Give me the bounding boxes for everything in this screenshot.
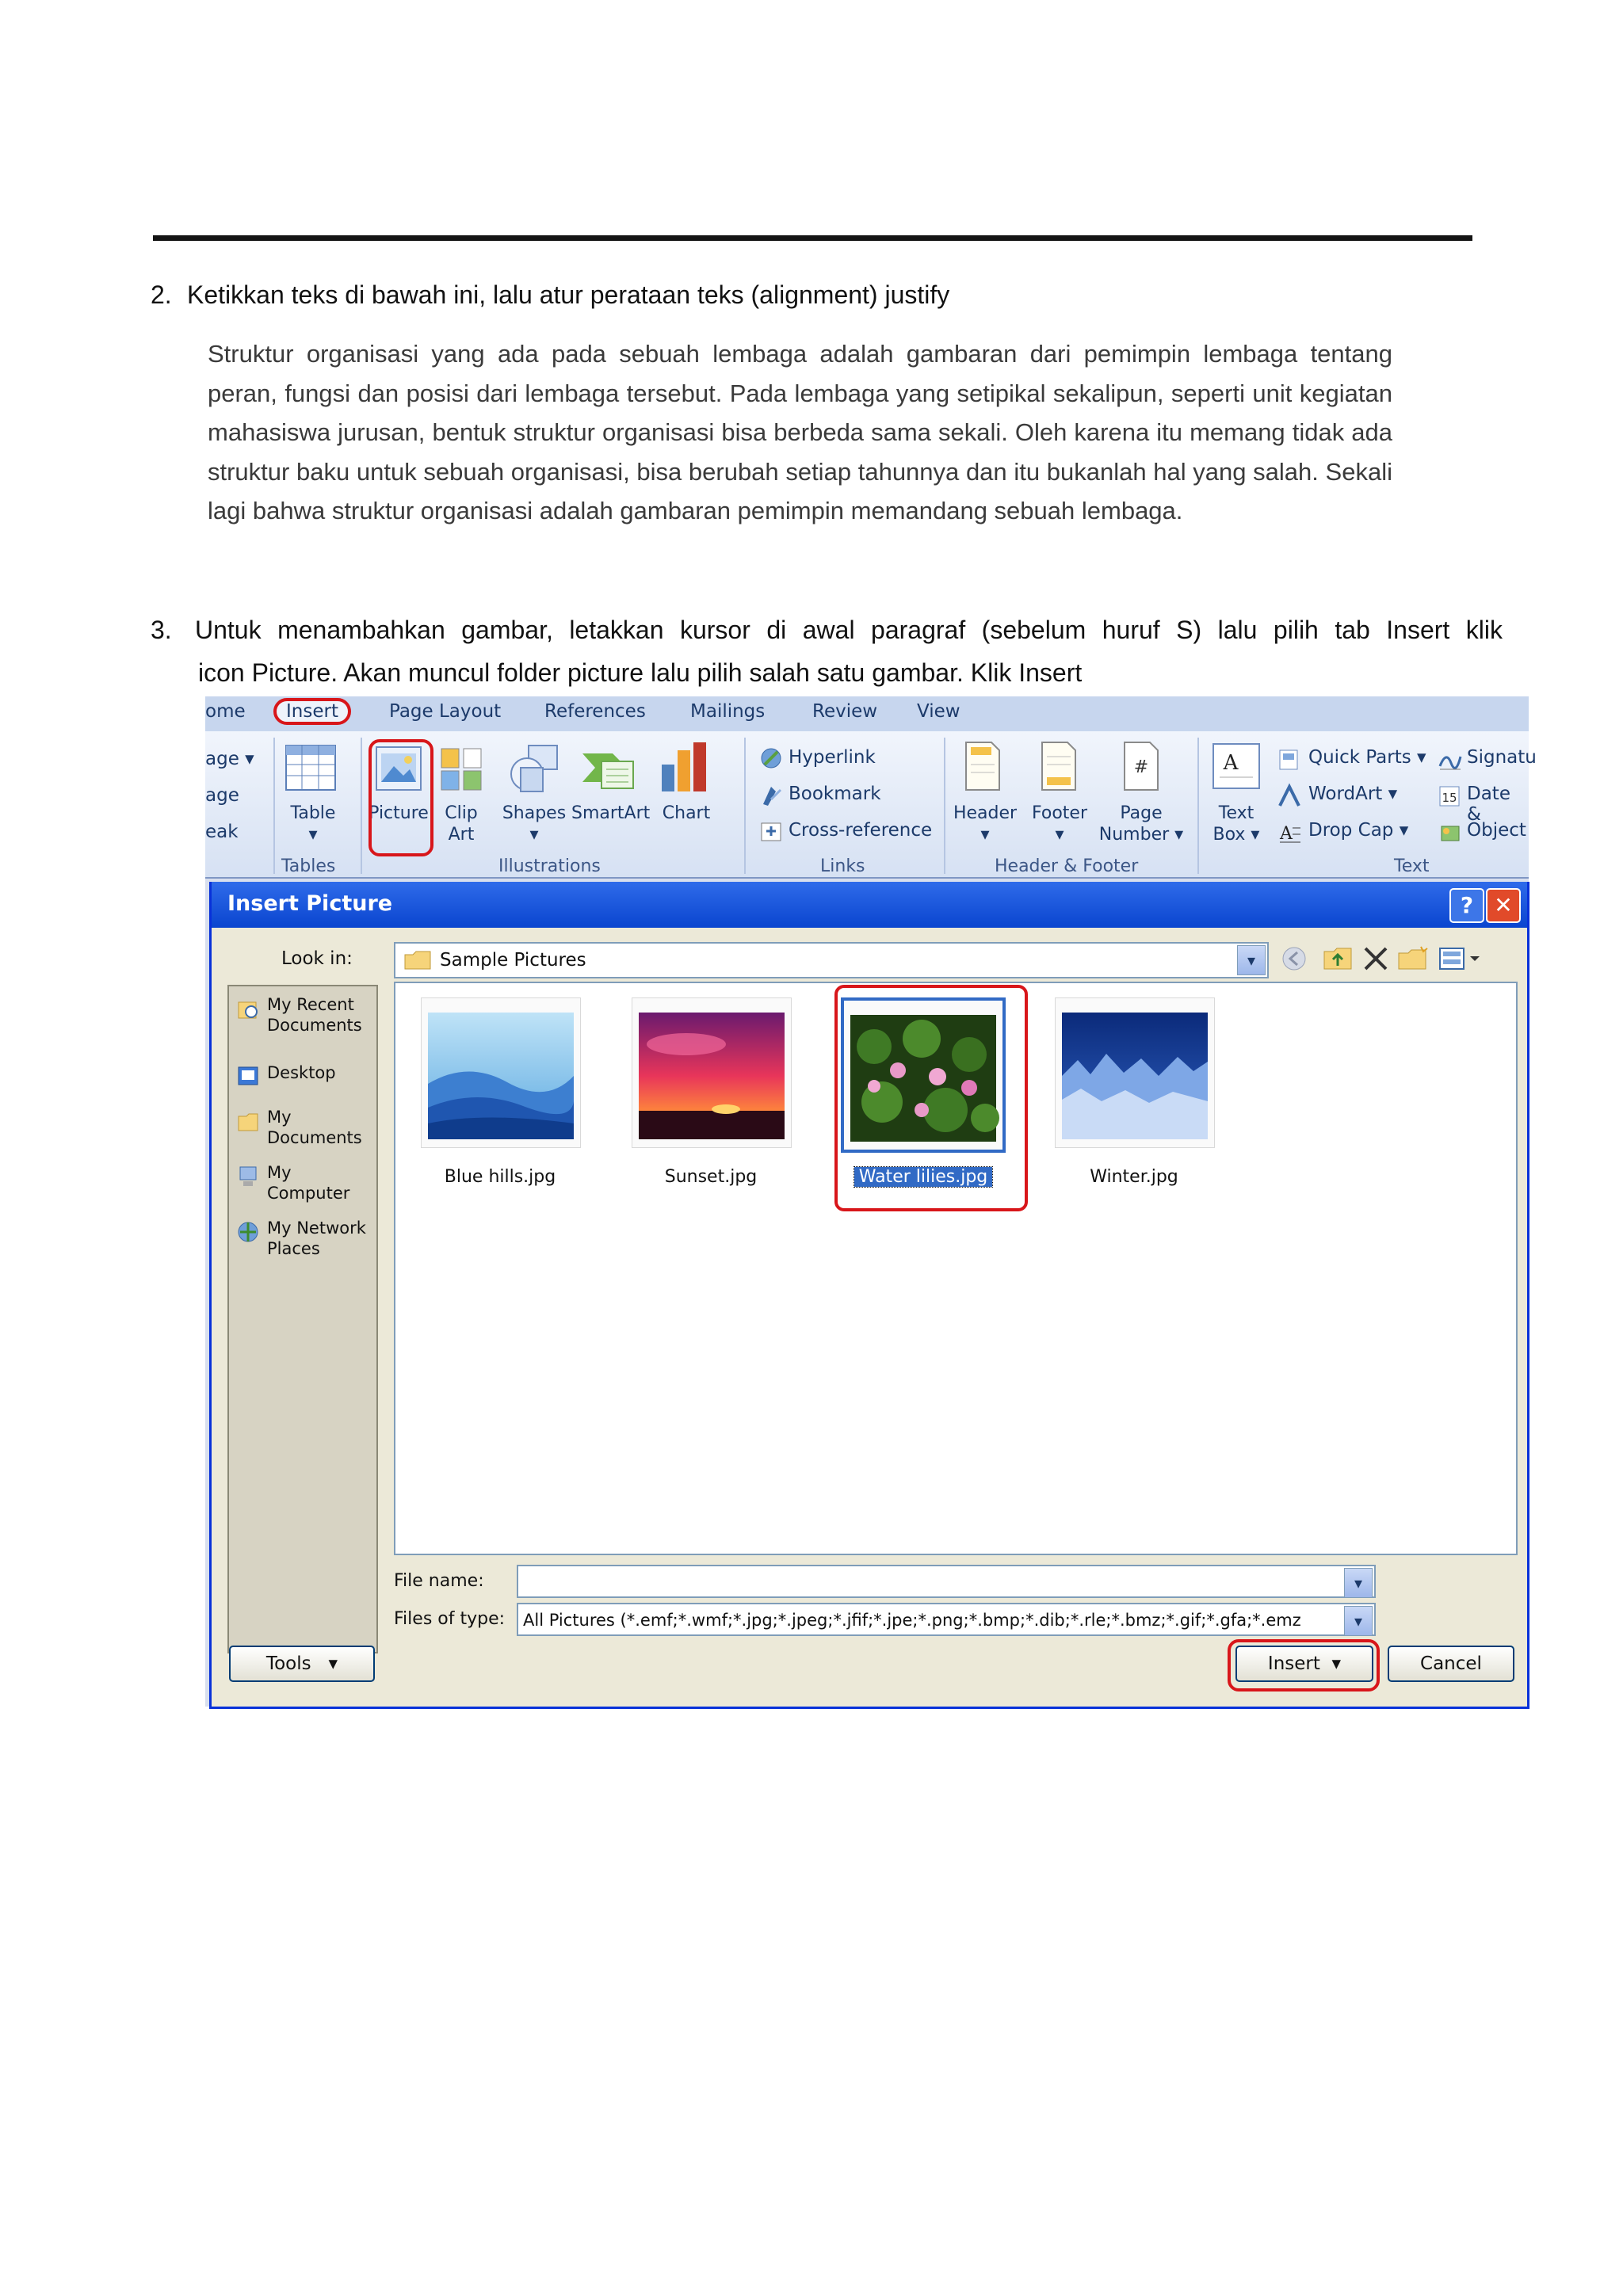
step-2 [151, 273, 949, 316]
bookmark-button[interactable]: Bookmark [789, 784, 881, 804]
footer-button[interactable]: Footer ▾ [1032, 803, 1087, 845]
files-of-type-select[interactable] [517, 1603, 1376, 1636]
step-2-text: Ketikkan teks di bawah ini, lalu atur perataan teks (alignment) justify [187, 280, 950, 309]
file-thumb-winter[interactable] [1055, 997, 1215, 1148]
shapes-button[interactable]: Shapes ▾ [502, 803, 567, 845]
date-time-button[interactable]: Date & [1467, 784, 1510, 825]
drop-cap-button[interactable]: Drop Cap ▾ [1308, 820, 1409, 841]
folder-icon [403, 950, 432, 971]
step-3-text-line-2: icon Picture. Akan muncul folder picture lalu pilih salah satu gambar. Klik Insert [198, 658, 1083, 687]
place-desktop[interactable]: Desktop [237, 1062, 336, 1083]
place-my-computer[interactable]: My Computer [237, 1162, 349, 1203]
svg-text:A: A [1280, 824, 1293, 844]
places-bar [227, 985, 378, 1653]
page-number-button[interactable]: Page Number ▾ [1098, 803, 1184, 845]
object-icon [1438, 822, 1462, 844]
date-time-icon [1438, 785, 1462, 807]
clip-art-button[interactable]: Clip Art [445, 803, 478, 845]
group-illustrations-label: Illustrations [498, 856, 601, 876]
network-places-icon [237, 1221, 259, 1243]
text-box-button[interactable]: Text Box ▾ [1212, 803, 1260, 845]
tab-home[interactable]: ome [205, 701, 246, 722]
step-2-number: 2. [151, 280, 172, 309]
file-name-winter[interactable]: Winter.jpg [1090, 1167, 1178, 1187]
hyperlink-icon [760, 747, 784, 771]
word-screenshot [205, 696, 1537, 1707]
hyperlink-button[interactable]: Hyperlink [789, 747, 876, 768]
blue-hills-thumbnail [428, 1013, 574, 1139]
files-of-type-value: All Pictures (*.emf;*.wmf;*.jpg;*.jpeg;*.jfif;*.jpe;*.png;*.bmp;*.dib;*.rle;*.bmz;*.gif;*.gfa;*.emz [523, 1611, 1301, 1630]
file-name-chevron-icon[interactable]: ▾ [1344, 1568, 1373, 1598]
tab-references[interactable]: References [544, 701, 646, 722]
shapes-icon [510, 744, 560, 793]
file-name-label: File name: [394, 1571, 484, 1591]
pages-item-1[interactable]: age ▾ [205, 749, 254, 769]
pages-item-3[interactable]: eak [205, 822, 239, 842]
files-of-type-chevron-icon[interactable]: ▾ [1344, 1606, 1373, 1636]
group-tables-label: Tables [281, 856, 336, 876]
header-button[interactable]: Header ▾ [953, 803, 1018, 845]
cross-reference-icon [760, 820, 784, 844]
group-header-footer-label: Header & Footer [995, 856, 1139, 876]
header-icon [963, 741, 1002, 791]
file-name-input[interactable] [517, 1565, 1376, 1598]
sunset-thumbnail [639, 1013, 785, 1139]
file-thumb-blue-hills[interactable] [421, 997, 581, 1148]
place-my-recent-documents[interactable]: My Recent Documents [237, 994, 362, 1035]
insert-highlight [1228, 1639, 1380, 1691]
tab-mailings[interactable]: Mailings [690, 701, 766, 722]
group-text-label: Text [1394, 856, 1430, 876]
step-3-text-line-1: Untuk menambahkan gambar, letakkan kursor di awal paragraf (sebelum huruf S) lalu pilih tab Insert klik [195, 616, 1503, 644]
table-button[interactable]: Table ▾ [290, 803, 336, 845]
file-name-water-lilies[interactable]: Water lilies.jpg [836, 1167, 1010, 1187]
signature-line-button[interactable]: Signatu [1467, 747, 1537, 768]
tools-button[interactable]: Tools ▾ [229, 1646, 375, 1682]
svg-text:A: A [1223, 751, 1239, 775]
smartart-icon [581, 746, 636, 791]
chevron-down-icon[interactable]: ▾ [1237, 945, 1266, 975]
bookmark-icon [760, 784, 784, 807]
ribbon-tabs [205, 696, 1529, 732]
tab-review[interactable]: Review [812, 701, 878, 722]
header-rule [153, 235, 1472, 241]
drop-cap-icon [1278, 822, 1302, 844]
file-list [394, 982, 1518, 1555]
tab-view[interactable]: View [917, 701, 960, 722]
my-computer-icon [237, 1165, 259, 1188]
cancel-button[interactable]: Cancel [1388, 1646, 1514, 1682]
picture-highlight [369, 739, 433, 856]
quick-parts-button[interactable]: Quick Parts ▾ [1308, 747, 1426, 768]
tab-insert[interactable]: Insert [273, 698, 351, 725]
file-name-blue-hills[interactable]: Blue hills.jpg [444, 1167, 556, 1187]
smartart-button[interactable]: SmartArt [571, 803, 651, 823]
svg-text:#: # [1133, 757, 1149, 777]
dialog-title: Insert Picture [227, 891, 393, 916]
delete-icon[interactable] [1362, 945, 1389, 972]
look-in-dropdown[interactable] [394, 942, 1269, 978]
signature-line-icon [1438, 749, 1462, 771]
step-3-number: 3. [151, 616, 172, 644]
desktop-icon [237, 1066, 259, 1088]
back-icon[interactable] [1281, 945, 1310, 972]
svg-text:15: 15 [1442, 791, 1457, 805]
look-in-label: Look in: [281, 948, 353, 969]
chart-button[interactable]: Chart [662, 803, 711, 823]
wordart-button[interactable]: WordArt ▾ [1308, 784, 1398, 804]
tab-page-layout[interactable]: Page Layout [389, 701, 502, 722]
insert-button[interactable]: Insert ▾ [1235, 1646, 1373, 1682]
wordart-icon [1278, 785, 1302, 807]
my-documents-icon [237, 1110, 259, 1132]
file-name-sunset[interactable]: Sunset.jpg [664, 1167, 758, 1187]
table-icon [285, 744, 337, 791]
group-links-label: Links [820, 856, 865, 876]
close-button[interactable]: ✕ [1486, 888, 1521, 923]
file-thumb-sunset[interactable] [632, 997, 792, 1148]
footer-icon [1039, 741, 1079, 791]
page-number-icon [1121, 741, 1161, 791]
up-folder-icon[interactable] [1323, 945, 1354, 972]
insert-picture-dialog [209, 882, 1529, 1709]
ribbon [205, 731, 1537, 879]
step-3 [151, 608, 1503, 694]
cross-reference-button[interactable]: Cross-reference [789, 820, 933, 841]
look-in-value: Sample Pictures [440, 950, 586, 971]
text-box-icon [1212, 742, 1261, 790]
recent-documents-icon [237, 997, 259, 1020]
sample-paragraph: Struktur organisasi yang ada pada sebuah lembaga adalah gambaran dari pemimpin lembaga tentang peran, fungsi dan posisi dari lembaga tersebut. Pada lembaga yang setipikal sekalipun, seperti unit kegiatan mahasiswa jurusan, bentuk struktur organisasi bisa berbeda sama sekali. Oleh karena itu memang tidak ada struktur baku untuk sebuah organisasi, bisa berubah setiap tahunnya dan itu bukanlah hal yang salah. Sekali lagi bahwa struktur organisasi adalah gambaran pemimpin memandang sebuah lembaga. [208, 340, 1392, 524]
object-button[interactable]: Object [1467, 820, 1526, 841]
chart-icon [660, 741, 712, 793]
files-of-type-label: Files of type: [394, 1609, 506, 1629]
winter-thumbnail [1062, 1013, 1208, 1139]
help-button[interactable]: ? [1449, 888, 1484, 923]
place-my-network-places[interactable]: My Network Places [237, 1218, 366, 1259]
views-menu-icon[interactable] [1438, 945, 1484, 972]
place-my-documents[interactable]: My Documents [237, 1107, 362, 1148]
new-folder-icon[interactable] [1397, 945, 1429, 972]
clip-art-icon [440, 746, 484, 791]
picture-button[interactable]: Picture [369, 803, 429, 823]
dialog-titlebar [212, 882, 1527, 928]
pages-item-2[interactable]: age [205, 785, 239, 806]
quick-parts-icon [1278, 749, 1300, 771]
